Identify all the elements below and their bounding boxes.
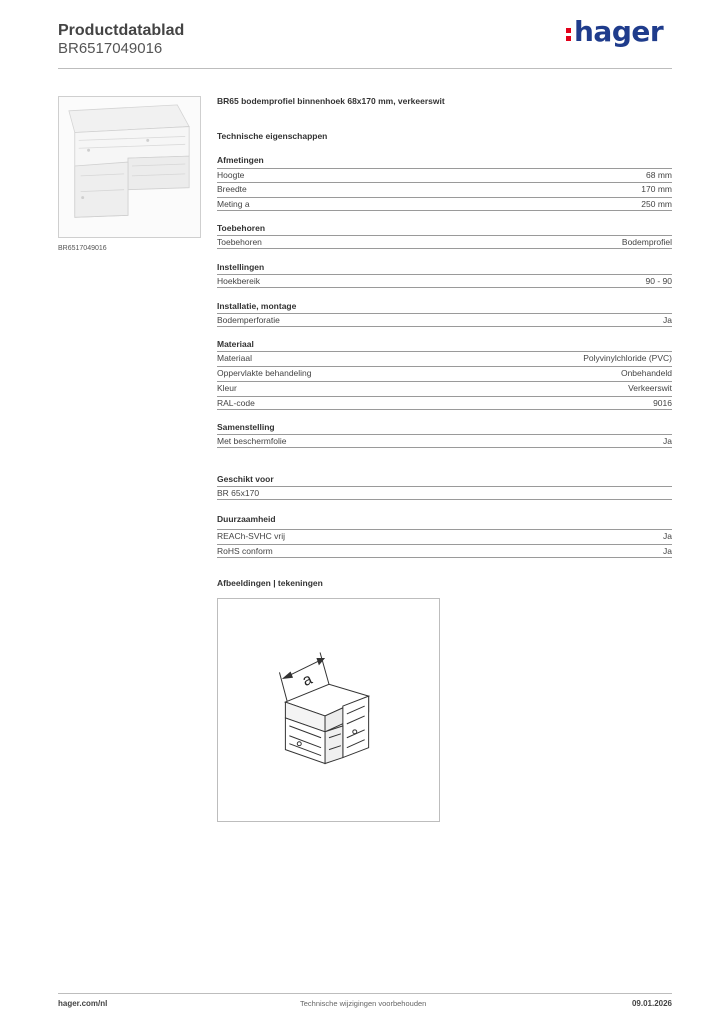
corner-profile-drawing-icon (218, 599, 439, 821)
property-value: Ja (663, 531, 672, 541)
property-value: 9016 (653, 398, 672, 408)
table-row (217, 168, 672, 182)
property-value: Onbehandeld (620, 368, 672, 378)
property-label: Kleur (217, 383, 237, 393)
property-label: BR 65x170 (217, 488, 260, 498)
property-label: RoHS conform (217, 546, 273, 556)
table-row (217, 396, 672, 410)
table-row (217, 197, 672, 211)
section-title-technical: Technische eigenschappen (217, 131, 328, 141)
product-code: BR6517049016 (58, 40, 163, 57)
table-row (217, 529, 672, 543)
footer-disclaimer: Technische wijzigingen voorbehouden (300, 999, 427, 1008)
property-label: REACh-SVHC vrij (217, 531, 286, 541)
property-label: Oppervlakte behandeling (217, 368, 312, 378)
table-row (217, 434, 672, 448)
table-row (217, 544, 672, 558)
property-value: Polyvinylchloride (PVC) (583, 353, 672, 363)
group-title-dimensions: Afmetingen (217, 155, 264, 165)
property-label: Materiaal (217, 353, 252, 363)
property-label: RAL-code (217, 398, 255, 408)
table-row (217, 313, 672, 327)
property-value: Bodemprofiel (621, 237, 672, 247)
table-row (217, 235, 672, 249)
group-title-accessories: Toebehoren (217, 223, 266, 233)
section-title-drawings: Afbeeldingen | tekeningen (217, 578, 323, 588)
property-value: Ja (663, 436, 672, 446)
table-row (217, 351, 672, 365)
image-caption: BR6517049016 (58, 245, 107, 252)
property-label: Met beschermfolie (217, 436, 287, 446)
property-label: Bodemperforatie (217, 315, 280, 325)
footer-divider (58, 993, 672, 994)
table-row (217, 486, 672, 500)
table-row (217, 182, 672, 196)
product-photo (58, 96, 201, 238)
product-description: BR65 bodemprofiel binnenhoek 68x170 mm, verkeerswit (217, 96, 445, 106)
property-label: Meting a (217, 199, 250, 209)
page-title: Productdatablad (58, 22, 185, 39)
group-title-material: Materiaal (217, 339, 254, 349)
logo-text: hager (574, 15, 664, 48)
property-value: 68 mm (646, 170, 672, 180)
group-title-suitable-for: Geschikt voor (217, 474, 274, 484)
footer-date: 09.01.2026 (631, 999, 672, 1008)
footer-website-link[interactable]: hager.com/nl (58, 999, 108, 1008)
technical-drawing (217, 598, 440, 822)
table-row (217, 381, 672, 395)
property-value: Ja (663, 546, 672, 556)
hager-logo (566, 15, 664, 48)
property-label: Hoogte (217, 170, 245, 180)
property-value: 170 mm (641, 184, 672, 194)
table-row (217, 274, 672, 288)
group-title-composition: Samenstelling (217, 422, 275, 432)
property-value: 250 mm (641, 199, 672, 209)
table-row (217, 366, 672, 380)
property-label: Toebehoren (217, 237, 262, 247)
property-label: Hoekbereik (217, 276, 260, 286)
header-divider (58, 68, 672, 69)
property-label: Breedte (217, 184, 247, 194)
corner-profile-photo-icon (59, 97, 200, 237)
logo-dot-icon (566, 28, 571, 33)
property-value: Verkeerswit (628, 383, 672, 393)
property-value: Ja (663, 315, 672, 325)
group-title-sustainability: Duurzaamheid (217, 514, 276, 524)
dimension-label: a (299, 670, 315, 690)
group-title-installation: Installatie, montage (217, 301, 297, 311)
logo-dot-icon (566, 36, 571, 41)
property-value: 90 - 90 (645, 276, 672, 286)
group-title-settings: Instellingen (217, 262, 265, 272)
